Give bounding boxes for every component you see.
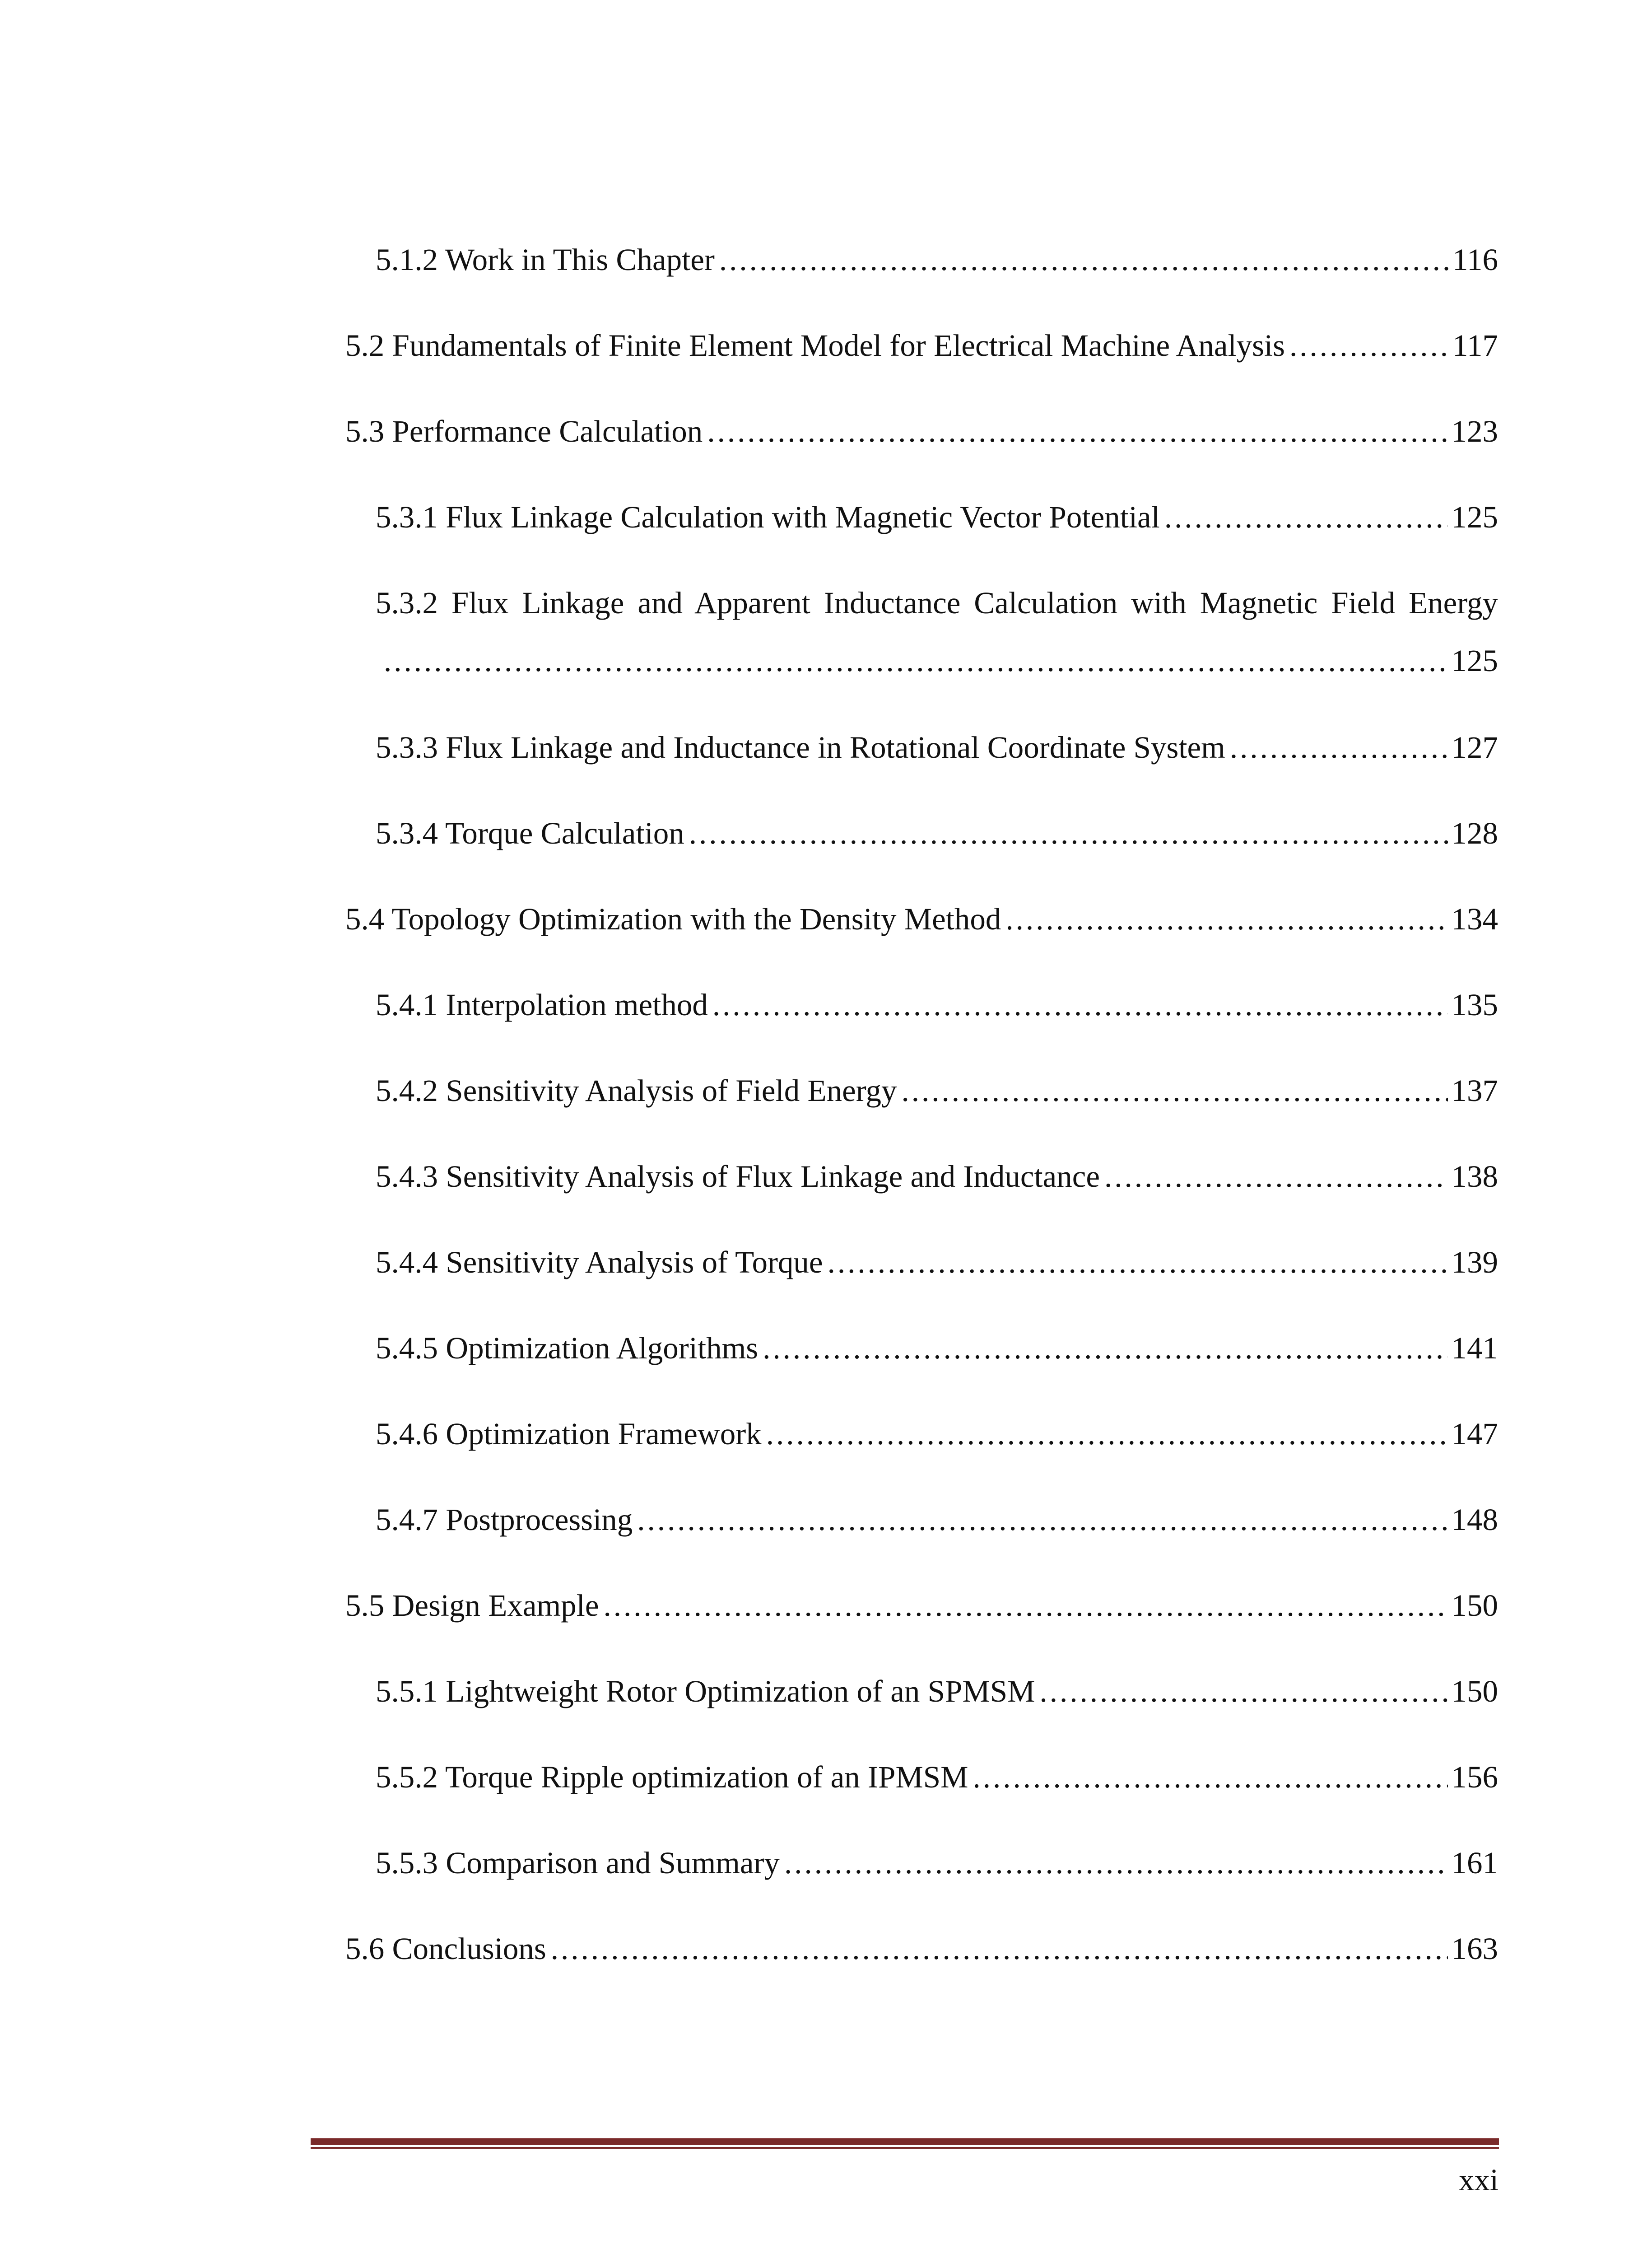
toc-entry[interactable] bbox=[376, 492, 1498, 542]
toc-entry-title: 5.4.7 Postprocessing bbox=[376, 1502, 633, 1537]
toc-entry[interactable] bbox=[376, 1237, 1498, 1287]
toc-entry-title: 5.5 Design Example bbox=[345, 1588, 599, 1623]
toc-entry[interactable] bbox=[376, 980, 1498, 1030]
toc-entry[interactable] bbox=[376, 1152, 1498, 1201]
toc-entry-page: 135 bbox=[1451, 988, 1498, 1022]
dot-leader bbox=[712, 980, 1448, 1030]
toc-entry-page: 117 bbox=[1452, 328, 1498, 363]
toc-entry[interactable] bbox=[376, 235, 1498, 285]
toc-entry-title: 5.4.2 Sensitivity Analysis of Field Energy bbox=[376, 1073, 897, 1108]
toc-entry-title: 5.3.1 Flux Linkage Calculation with Magnetic Vector Potential bbox=[376, 500, 1160, 534]
toc-entry-page: 134 bbox=[1451, 902, 1498, 936]
footer-rule bbox=[311, 2138, 1499, 2149]
dot-leader bbox=[707, 406, 1447, 456]
dot-leader bbox=[1230, 723, 1448, 772]
toc-entry-title: 5.3.2 Flux Linkage and Apparent Inductance Calculation with Magnetic Field Energy bbox=[376, 586, 1498, 620]
toc-entry-page: 141 bbox=[1451, 1331, 1498, 1365]
toc-entry[interactable] bbox=[376, 1066, 1498, 1115]
toc-entry-title: 5.5.1 Lightweight Rotor Optimization of an SPMSM bbox=[376, 1674, 1035, 1708]
toc-entry-page: 125 bbox=[1451, 500, 1498, 534]
toc-entry[interactable] bbox=[376, 1323, 1498, 1373]
footer-rule-thin bbox=[311, 2147, 1499, 2149]
toc-entry-title: 5.3 Performance Calculation bbox=[345, 414, 703, 448]
toc-entry-page: 125 bbox=[1451, 644, 1498, 678]
dot-leader bbox=[763, 1323, 1447, 1373]
toc-entry-page: 123 bbox=[1451, 414, 1498, 448]
toc-entry-title: 5.2 Fundamentals of Finite Element Model for Electrical Machine Analysis bbox=[345, 328, 1285, 363]
toc-entry-page: 161 bbox=[1451, 1846, 1498, 1880]
dot-leader bbox=[384, 636, 1448, 686]
toc-entry[interactable] bbox=[376, 808, 1498, 858]
toc-entry-title: 5.4 Topology Optimization with the Density Method bbox=[345, 902, 1001, 936]
toc-entry-title: 5.5.2 Torque Ripple optimization of an IPMSM bbox=[376, 1760, 968, 1794]
toc-entry-page: 156 bbox=[1451, 1760, 1498, 1794]
toc-entry-page: 147 bbox=[1451, 1417, 1498, 1451]
toc-entry-page: 116 bbox=[1452, 243, 1498, 277]
toc-entry[interactable] bbox=[376, 1409, 1498, 1459]
dot-leader bbox=[766, 1409, 1448, 1459]
toc-entry-page: 148 bbox=[1451, 1502, 1498, 1537]
toc-entry-page: 163 bbox=[1451, 1931, 1498, 1966]
toc-entry-page: 150 bbox=[1451, 1674, 1498, 1708]
dot-leader bbox=[1040, 1666, 1448, 1716]
toc-entry-title: 5.3.4 Torque Calculation bbox=[376, 816, 684, 850]
toc-entry[interactable] bbox=[345, 321, 1498, 370]
toc-entry[interactable] bbox=[376, 1838, 1498, 1888]
toc-entry-title: 5.5.3 Comparison and Summary bbox=[376, 1846, 780, 1880]
toc-entry-page: 128 bbox=[1451, 816, 1498, 850]
toc-entry-title: 5.1.2 Work in This Chapter bbox=[376, 243, 715, 277]
dot-leader bbox=[689, 808, 1448, 858]
toc-entry-page: 138 bbox=[1451, 1159, 1498, 1194]
toc-entry-page: 137 bbox=[1451, 1073, 1498, 1108]
page-number: xxi bbox=[1458, 2163, 1498, 2197]
dot-leader bbox=[1289, 321, 1449, 370]
dot-leader bbox=[1164, 492, 1448, 542]
toc-entry-page: 127 bbox=[1451, 730, 1498, 765]
toc-entry-title: 5.4.3 Sensitivity Analysis of Flux Linkage and Inductance bbox=[376, 1159, 1100, 1194]
toc-entry[interactable] bbox=[345, 1581, 1498, 1630]
dot-leader bbox=[784, 1838, 1447, 1888]
toc-entry[interactable] bbox=[376, 578, 1498, 678]
footer-rule-thick bbox=[311, 2138, 1499, 2145]
dot-leader bbox=[1005, 894, 1447, 944]
toc-entry[interactable] bbox=[345, 406, 1498, 456]
dot-leader bbox=[973, 1752, 1447, 1802]
toc-entry[interactable] bbox=[345, 894, 1498, 944]
toc-entry-title: 5.4.5 Optimization Algorithms bbox=[376, 1331, 759, 1365]
dot-leader bbox=[901, 1066, 1447, 1115]
dot-leader bbox=[828, 1237, 1448, 1287]
dot-leader bbox=[1104, 1152, 1447, 1201]
toc-entry[interactable] bbox=[376, 1752, 1498, 1802]
dot-leader bbox=[719, 235, 1449, 285]
toc-entry[interactable] bbox=[376, 1666, 1498, 1716]
toc-entry[interactable] bbox=[376, 723, 1498, 772]
toc-entry-title: 5.4.1 Interpolation method bbox=[376, 988, 708, 1022]
dot-leader bbox=[551, 1924, 1448, 1973]
toc-entry-page: 139 bbox=[1451, 1245, 1498, 1279]
toc-entry-page: 150 bbox=[1451, 1588, 1498, 1623]
toc-entry-continuation bbox=[384, 636, 1498, 686]
toc-entry-title: 5.3.3 Flux Linkage and Inductance in Rotational Coordinate System bbox=[376, 730, 1225, 765]
toc-entry-title: 5.6 Conclusions bbox=[345, 1931, 546, 1966]
toc-entry-title: 5.4.6 Optimization Framework bbox=[376, 1417, 762, 1451]
dot-leader bbox=[603, 1581, 1447, 1630]
toc-entry[interactable] bbox=[376, 1495, 1498, 1544]
toc-entry-title: 5.4.4 Sensitivity Analysis of Torque bbox=[376, 1245, 823, 1279]
dot-leader bbox=[637, 1495, 1447, 1544]
toc-entry[interactable] bbox=[345, 1924, 1498, 1973]
